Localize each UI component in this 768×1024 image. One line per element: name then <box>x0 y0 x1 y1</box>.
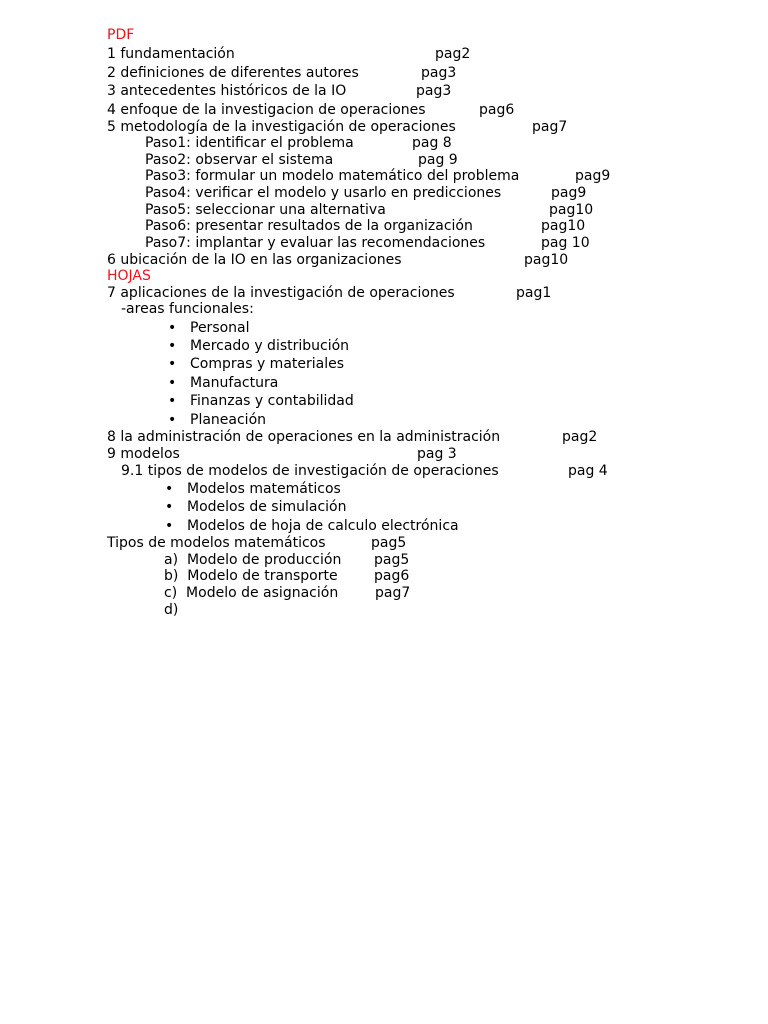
toc-entry-page: pag2 <box>435 46 471 62</box>
toc-entry <box>0 251 569 269</box>
paso-entry <box>0 134 452 152</box>
bullet-icon: • <box>165 481 174 497</box>
toc-entry <box>0 64 457 82</box>
paso-page: pag 9 <box>418 152 458 168</box>
toc-entry <box>0 428 598 446</box>
tipo-entry <box>0 601 179 619</box>
toc-entry-text: 9 modelos <box>107 446 180 462</box>
toc-entry <box>0 284 552 302</box>
list-item-text: Modelos de hoja de calculo electrónica <box>187 518 459 534</box>
list-item <box>0 392 354 410</box>
paso-entry <box>0 217 586 235</box>
bullet-icon: • <box>168 320 177 336</box>
list-item-text: Personal <box>190 320 250 336</box>
list-item <box>0 517 459 535</box>
paso-entry <box>0 234 590 252</box>
bullet-icon: • <box>165 518 174 534</box>
list-item <box>0 374 279 392</box>
bullet-icon: • <box>165 499 174 515</box>
paso-text: Paso5: seleccionar una alternativa <box>145 202 386 218</box>
toc-entry-text: Tipos de modelos matemáticos <box>107 535 326 551</box>
paso-text: Paso4: verificar el modelo y usarlo en predicciones <box>145 185 502 201</box>
toc-entry-text: 7 aplicaciones de la investigación de operaciones <box>107 285 455 301</box>
toc-entry-page: pag2 <box>562 429 598 445</box>
list-item-text: Modelos de simulación <box>187 499 347 515</box>
toc-entry-page: pag 3 <box>417 446 457 462</box>
toc-entry-page: pag5 <box>371 535 407 551</box>
list-item <box>0 355 345 373</box>
tipo-text: d) <box>164 602 179 618</box>
toc-entry <box>0 101 515 119</box>
tipo-text: c) Modelo de asignación <box>164 585 339 601</box>
toc-entry <box>0 45 471 63</box>
bullet-icon: • <box>168 338 177 354</box>
toc-entry-text: 5 metodología de la investigación de operaciones <box>107 119 456 135</box>
toc-entry-text: 8 la administración de operaciones en la administración <box>107 429 501 445</box>
list-item-text: Finanzas y contabilidad <box>190 393 354 409</box>
toc-entry-page: pag 4 <box>568 463 608 479</box>
paso-text: Paso2: observar el sistema <box>145 152 334 168</box>
paso-text: Paso7: implantar y evaluar las recomendaciones <box>145 235 486 251</box>
tipo-page: pag7 <box>375 585 411 601</box>
toc-entry <box>0 82 452 100</box>
toc-entry-page: pag3 <box>421 65 457 81</box>
tipo-text: a) Modelo de producción <box>164 552 342 568</box>
areas-label: -areas funcionales: <box>121 301 254 317</box>
toc-entry-text: 1 fundamentación <box>107 46 235 62</box>
toc-entry <box>0 462 608 480</box>
tipo-entry <box>0 584 411 602</box>
paso-text: Paso3: formular un modelo matemático del problema <box>145 168 520 184</box>
list-item-text: Compras y materiales <box>190 356 345 372</box>
bullet-icon: • <box>168 393 177 409</box>
paso-page: pag10 <box>541 218 586 234</box>
toc-entry <box>0 445 457 463</box>
paso-page: pag9 <box>551 185 587 201</box>
paso-text: Paso6: presentar resultados de la organización <box>145 218 473 234</box>
list-item-text: Modelos matemáticos <box>187 481 341 497</box>
paso-page: pag9 <box>575 168 611 184</box>
paso-page: pag10 <box>549 202 594 218</box>
toc-entry-text: 6 ubicación de la IO en las organizaciones <box>107 252 402 268</box>
paso-text: Paso1: identificar el problema <box>145 135 354 151</box>
list-item <box>0 319 250 337</box>
paso-page: pag 8 <box>412 135 452 151</box>
toc-entry-page: pag1 <box>516 285 552 301</box>
list-item-text: Planeación <box>190 412 267 428</box>
list-item <box>0 411 267 429</box>
list-item <box>0 337 350 355</box>
list-item-text: Manufactura <box>190 375 279 391</box>
toc-entry-text: 2 definiciones de diferentes autores <box>107 65 359 81</box>
hojas-section-heading: HOJAS <box>107 268 151 284</box>
list-item <box>0 498 347 516</box>
bullet-icon: • <box>168 356 177 372</box>
tipo-page: pag5 <box>374 552 410 568</box>
bullet-icon: • <box>168 412 177 428</box>
pdf-section-heading: PDF <box>107 27 135 43</box>
tipo-text: b) Modelo de transporte <box>164 568 338 584</box>
toc-entry-page: pag10 <box>524 252 569 268</box>
toc-entry-text: 3 antecedentes históricos de la IO <box>107 83 347 99</box>
toc-entry <box>0 534 407 552</box>
list-item <box>0 480 341 498</box>
paso-page: pag 10 <box>541 235 590 251</box>
toc-entry-text: 4 enfoque de la investigacion de operaciones <box>107 102 426 118</box>
bullet-icon: • <box>168 375 177 391</box>
tipo-page: pag6 <box>374 568 410 584</box>
paso-entry <box>0 184 587 202</box>
toc-entry-page: pag7 <box>532 119 568 135</box>
paso-entry <box>0 167 611 185</box>
tipo-entry <box>0 567 410 585</box>
toc-entry-page: pag3 <box>416 83 452 99</box>
toc-entry-page: pag6 <box>479 102 515 118</box>
list-item-text: Mercado y distribución <box>190 338 350 354</box>
toc-entry-text: 9.1 tipos de modelos de investigación de operaciones <box>121 463 499 479</box>
